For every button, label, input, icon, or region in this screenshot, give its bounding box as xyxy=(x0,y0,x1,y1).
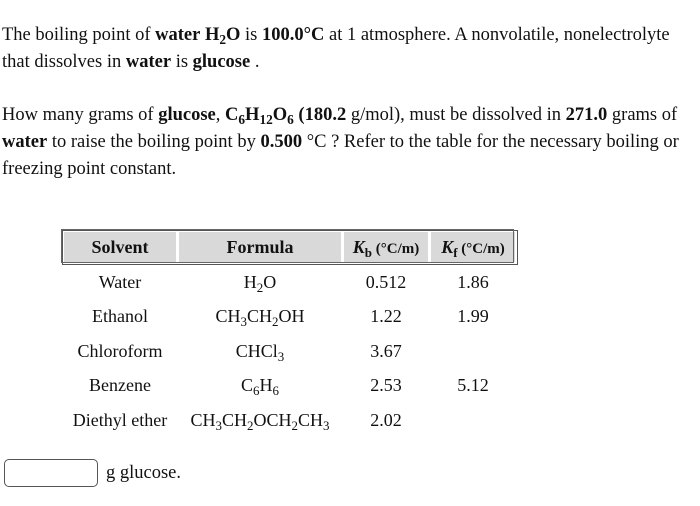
cell-kf: 1.99 xyxy=(457,306,489,327)
cell-formula: $H_2O$ xyxy=(243,271,277,295)
table-header-row xyxy=(63,231,517,264)
cell-formula: $CH_3CH_2OCH_2CH_3$ xyxy=(190,409,330,433)
cell-kf: 1.86 xyxy=(457,271,489,292)
bold-glucose: glucose xyxy=(158,105,216,125)
question-paragraph-1 xyxy=(2,22,692,76)
header-solvent: Solvent xyxy=(63,231,178,264)
text: . xyxy=(250,52,260,72)
table-row xyxy=(63,403,517,438)
cell-solvent: Ethanol xyxy=(92,306,148,327)
cell-kb: 3.67 xyxy=(370,340,402,361)
text: grams of xyxy=(607,105,678,125)
formula-h2o: $H_2O$ xyxy=(204,25,241,47)
bold-water: water xyxy=(2,132,48,152)
cell-formula: $CH_3CH_2OH$ xyxy=(215,306,305,330)
bold-water: water xyxy=(155,25,201,45)
text: °C ? Refer to the table for the necessary boiling or freezing point constant. xyxy=(2,132,679,179)
cell-solvent: Chloroform xyxy=(77,340,163,361)
bold-temperature: 100.0°C xyxy=(261,25,325,45)
cell-solvent: Diethyl ether xyxy=(72,409,168,430)
table-row xyxy=(63,334,517,369)
cell-solvent: Benzene xyxy=(89,375,151,396)
cell-solvent: Water xyxy=(98,271,142,292)
text: The boiling point of xyxy=(2,25,156,45)
bold-solute: glucose xyxy=(192,52,251,72)
cell-formula: $C_6H_6$ xyxy=(241,375,279,399)
constants-table xyxy=(61,229,518,438)
cell-kf xyxy=(430,403,517,438)
text: is xyxy=(171,52,193,72)
cell-formula: CHCl$_3$ xyxy=(235,340,285,364)
table-row xyxy=(63,300,517,335)
cell-kb: 0.512 xyxy=(365,271,407,292)
bold-water: water xyxy=(125,52,172,72)
bold-molar-mass: (180.2 xyxy=(298,105,347,125)
text: is xyxy=(240,25,262,45)
cell-kb: 2.53 xyxy=(370,375,402,396)
answer-input[interactable] xyxy=(4,459,98,487)
formula-glucose: $C_6H_{12}O_6$ xyxy=(225,105,294,127)
text: at 1 atmosphere. A nonvolatile, nonelectrolyte that dissolves in xyxy=(2,25,670,72)
text: g/mol), must be dissolved in xyxy=(346,105,566,125)
header-formula: Formula xyxy=(178,231,343,264)
question-paragraph-2: How many grams of glucose, $C_6H_{12}O_6$ (180.2 g/mol), must be dissolved in 271.0 grams of water to raise the boiling point by 0.500 °C ? Refer to the table for the necessary boiling or freezing point constant. xyxy=(2,105,679,179)
cell-kb: 2.02 xyxy=(370,409,402,430)
header-kf: $K_f$ (°C/m) xyxy=(430,231,517,264)
text: to raise the boiling point by xyxy=(47,132,261,152)
answer-row xyxy=(4,459,181,487)
answer-unit-label: g glucose. xyxy=(106,462,182,483)
cell-kf xyxy=(430,334,517,369)
cell-kb: 1.22 xyxy=(370,306,402,327)
bold-delta-t: 0.500 xyxy=(260,132,303,152)
bold-solvent-mass: 271.0 xyxy=(565,105,608,125)
text: How many grams of xyxy=(2,105,159,125)
table-row xyxy=(63,369,517,404)
header-kb: $K_b$ (°C/m) xyxy=(343,231,430,264)
table-row xyxy=(63,264,517,300)
cell-kf: 5.12 xyxy=(457,375,489,396)
